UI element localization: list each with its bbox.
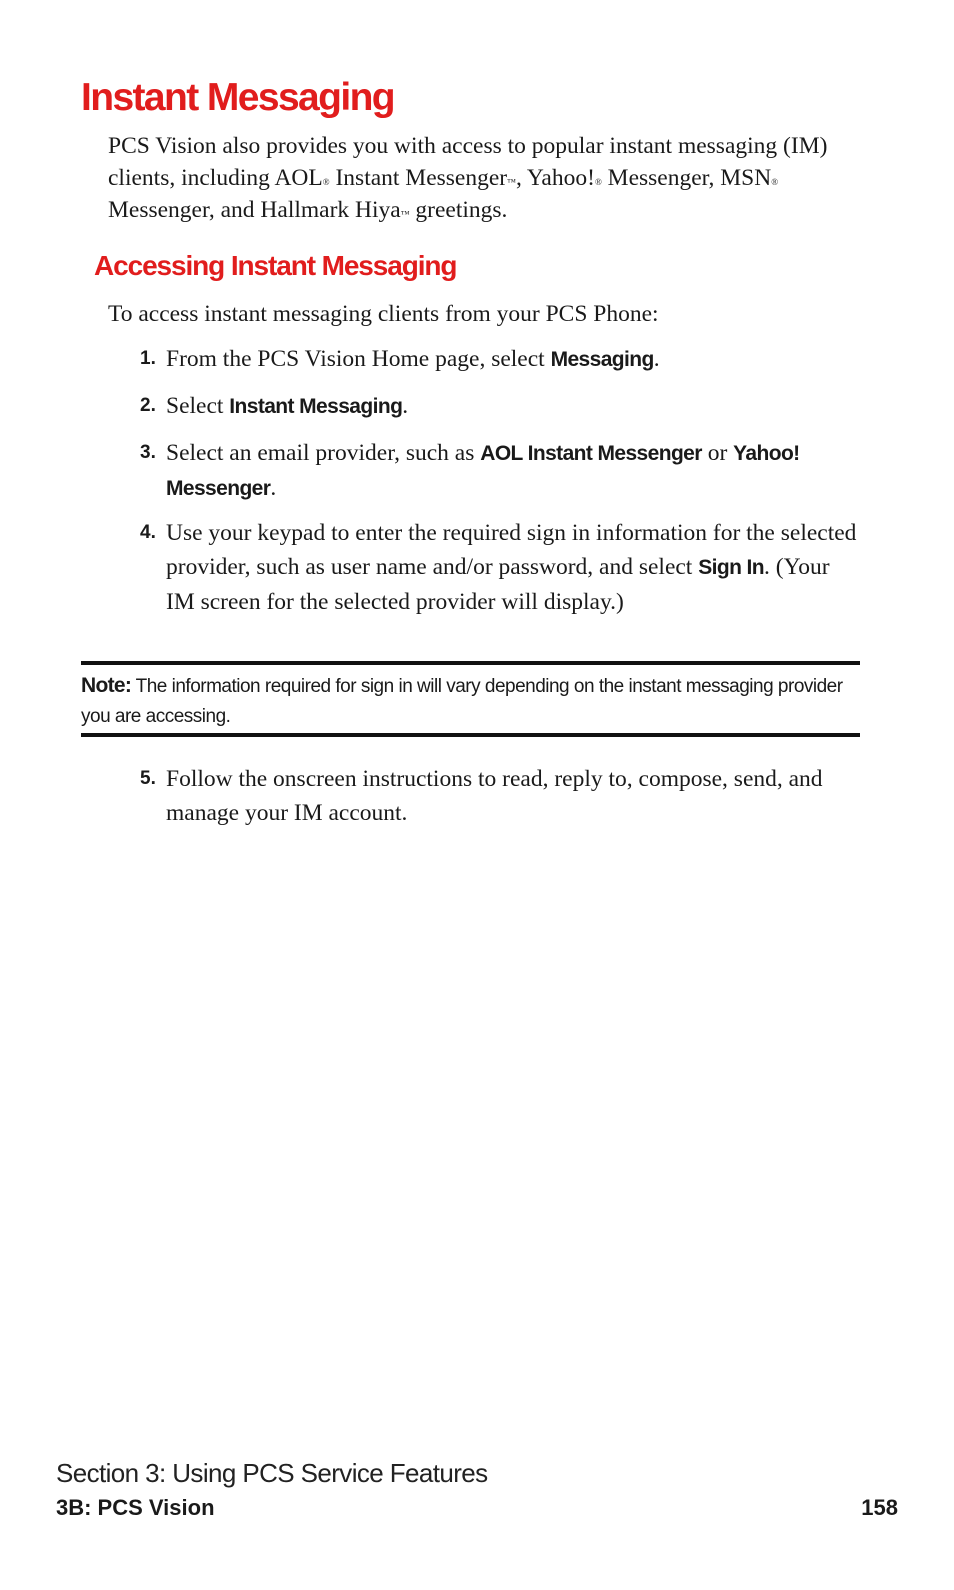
menu-keyword: Sign In [698,556,765,579]
page-number: 158 [861,1495,898,1520]
menu-keyword: Instant Messaging [229,395,403,418]
step-text: Select Instant Messaging. [166,393,409,419]
step-item [140,762,860,830]
trademark-mark: ™ [400,209,410,219]
registered-mark: ® [594,177,602,187]
note-label: Note: [81,674,132,697]
menu-keyword: Yahoo! Messenger [166,442,800,500]
lead-paragraph: To access instant messaging clients from your PCS Phone: [108,301,659,327]
step-item [140,516,860,619]
step-number: 5. [140,768,156,789]
trademark-mark: ™ [507,177,516,187]
step-item [140,342,860,377]
step-text: Use your keypad to enter the required sign in information for the selected provider, such as user name and/or password, and select Sign In. (Your IM screen for the selected provider will display.) [166,520,857,615]
footer-section-title: Section 3: Using PCS Service Features [56,1458,488,1488]
step-text: Select an email provider, such as AOL Instant Messenger or Yahoo! Messenger. [166,440,800,501]
step-number: 4. [140,522,156,543]
step-number: 2. [140,395,156,416]
registered-mark: ® [322,177,330,187]
step-item [140,436,860,506]
section-subheading: Accessing Instant Messaging [94,250,457,281]
footer-chapter: 3B: PCS Vision [56,1495,215,1520]
note-box [81,661,860,737]
step-item [140,389,860,424]
step-number: 3. [140,442,156,463]
step-text: Follow the onscreen instructions to read, reply to, compose, send, and manage your IM account. [166,766,823,826]
intro-paragraph: PCS Vision also provides you with access to popular instant messaging (IM) clients, including AOL® Instant Messenger™, Yahoo!® Messenger, MSN® Messenger, and Hallmark Hiya™ greetings. [108,133,828,223]
registered-mark: ® [771,177,779,187]
note-text: Note: The information required for sign in will vary depending on the instant messaging provider you are accessing. [81,674,843,727]
menu-keyword: Messaging [550,348,654,371]
step-number: 1. [140,348,156,369]
page-title: Instant Messaging [81,76,395,119]
menu-keyword: AOL Instant Messenger [480,442,702,465]
step-text: From the PCS Vision Home page, select Messaging. [166,346,660,372]
